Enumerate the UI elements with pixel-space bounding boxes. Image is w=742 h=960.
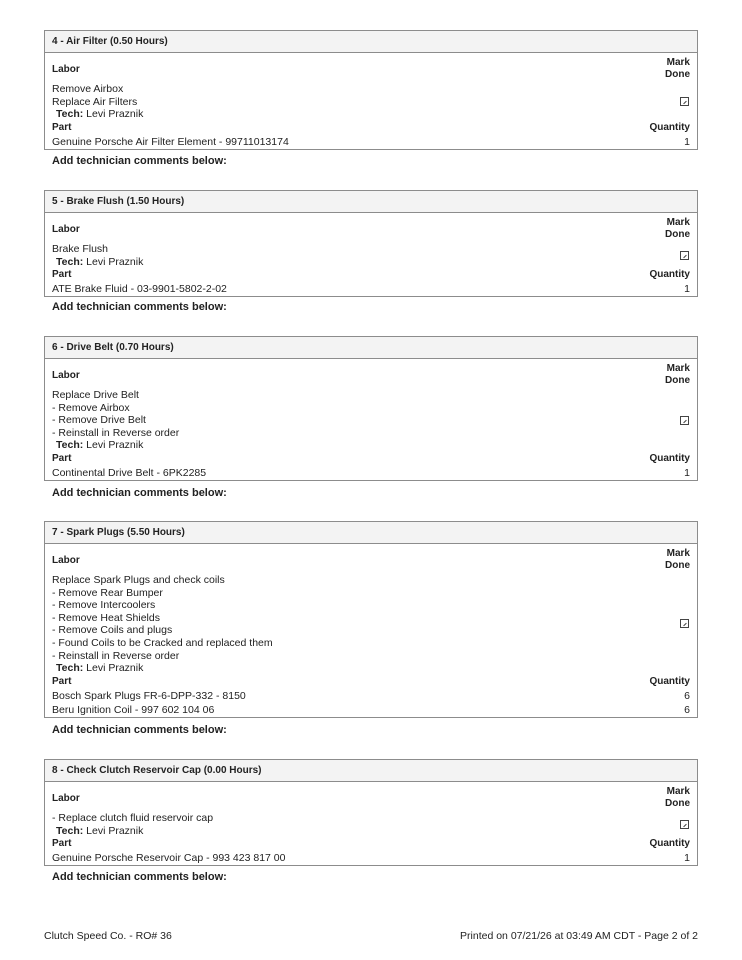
part-name: Bosch Spark Plugs FR-6-DPP-332 - 8150 — [52, 689, 246, 702]
mark-done-label: Mark Done — [665, 363, 690, 386]
labor-label: Labor — [52, 555, 80, 566]
footer-print-info: Printed on 07/21/26 at 03:49 AM CDT - Page 2 of 2 — [460, 930, 698, 942]
technician-comments-label: Add technician comments below: — [52, 724, 227, 736]
part-quantity: 6 — [684, 703, 690, 716]
labor-line: Replace Drive Belt — [52, 389, 139, 401]
part-label: Part — [52, 269, 72, 281]
quantity-label: Quantity — [649, 675, 690, 687]
mark-done-checkbox[interactable] — [680, 251, 689, 260]
labor-line: - Replace clutch fluid reservoir cap — [52, 812, 214, 824]
tech-name: Levi Praznik — [86, 108, 144, 121]
labor-line: - Remove Airbox — [52, 401, 130, 414]
tech-label: Tech: — [56, 662, 84, 675]
job-title: 8 - Check Clutch Reservoir Cap (0.00 Hours) — [45, 760, 697, 782]
part-quantity: 1 — [684, 466, 690, 479]
tech-label: Tech: — [56, 255, 84, 268]
labor-line: - Reinstall in Reverse order — [52, 649, 180, 662]
mark-done-checkbox[interactable] — [680, 619, 689, 628]
technician-comments-label: Add technician comments below: — [52, 871, 227, 883]
part-quantity: 1 — [684, 852, 690, 865]
technician-line — [52, 439, 690, 452]
part-row — [52, 689, 690, 703]
part-row — [52, 703, 690, 717]
labor-line: - Remove Drive Belt — [52, 414, 146, 427]
labor-label: Labor — [52, 224, 80, 235]
part-quantity: 1 — [684, 135, 690, 148]
part-name: Beru Ignition Coil - 997 602 104 06 — [52, 703, 215, 716]
quantity-label: Quantity — [649, 121, 690, 133]
technician-line — [52, 108, 690, 121]
technician-comments-label: Add technician comments below: — [52, 301, 227, 313]
labor-line: Replace Air Filters — [52, 95, 138, 108]
tech-name: Levi Praznik — [86, 439, 144, 452]
part-label: Part — [52, 121, 72, 133]
mark-done-checkbox[interactable] — [680, 97, 689, 106]
technician-comments-label: Add technician comments below: — [52, 487, 227, 499]
job-title: 5 - Brake Flush (1.50 Hours) — [45, 191, 697, 213]
labor-label: Labor — [52, 793, 80, 804]
part-name: Genuine Porsche Reservoir Cap - 993 423 817 00 — [52, 852, 286, 865]
quantity-label: Quantity — [649, 269, 690, 281]
labor-line: Brake Flush — [52, 243, 109, 255]
part-name: ATE Brake Fluid - 03-9901-5802-2-02 — [52, 283, 227, 296]
job-title: 4 - Air Filter (0.50 Hours) — [45, 31, 697, 53]
part-quantity: 1 — [684, 283, 690, 296]
job-card — [44, 190, 698, 297]
part-label: Part — [52, 838, 72, 850]
part-name: Genuine Porsche Air Filter Element - 99711013174 — [52, 135, 289, 148]
labor-line: Replace Spark Plugs and check coils — [52, 574, 225, 586]
part-row — [52, 851, 690, 865]
part-row — [52, 282, 690, 296]
labor-label: Labor — [52, 370, 80, 381]
tech-label: Tech: — [56, 824, 84, 837]
mark-done-checkbox[interactable] — [680, 416, 689, 425]
labor-line: - Remove Rear Bumper — [52, 586, 163, 599]
footer-company: Clutch Speed Co. - RO# 36 — [44, 930, 172, 942]
technician-line — [52, 825, 690, 838]
part-label: Part — [52, 675, 72, 687]
mark-done-label: Mark Done — [665, 217, 690, 240]
job-card — [44, 30, 698, 150]
part-label: Part — [52, 452, 72, 464]
labor-line: - Remove Intercoolers — [52, 599, 156, 612]
part-row — [52, 466, 690, 480]
labor-line: Remove Airbox — [52, 83, 124, 95]
job-title: 7 - Spark Plugs (5.50 Hours) — [45, 522, 697, 544]
labor-line: - Found Coils to be Cracked and replaced them — [52, 636, 273, 649]
labor-line: - Remove Heat Shields — [52, 611, 160, 624]
quantity-label: Quantity — [649, 452, 690, 464]
labor-label: Labor — [52, 64, 80, 75]
labor-line: - Reinstall in Reverse order — [52, 426, 180, 439]
part-quantity: 6 — [684, 689, 690, 702]
part-name: Continental Drive Belt - 6PK2285 — [52, 466, 207, 479]
job-card — [44, 521, 698, 718]
tech-label: Tech: — [56, 439, 84, 452]
labor-line: - Remove Coils and plugs — [52, 624, 173, 637]
mark-done-label: Mark Done — [665, 548, 690, 571]
job-card — [44, 336, 698, 481]
tech-name: Levi Praznik — [86, 824, 144, 837]
job-card — [44, 759, 698, 866]
technician-comments-label: Add technician comments below: — [52, 155, 227, 167]
tech-label: Tech: — [56, 108, 84, 121]
tech-name: Levi Praznik — [86, 255, 144, 268]
mark-done-label: Mark Done — [665, 57, 690, 80]
mark-done-checkbox[interactable] — [680, 820, 689, 829]
tech-name: Levi Praznik — [86, 662, 144, 675]
part-row — [52, 135, 690, 149]
technician-line — [52, 256, 690, 269]
mark-done-label: Mark Done — [665, 786, 690, 809]
quantity-label: Quantity — [649, 838, 690, 850]
job-title: 6 - Drive Belt (0.70 Hours) — [45, 337, 697, 359]
technician-line — [52, 662, 690, 675]
